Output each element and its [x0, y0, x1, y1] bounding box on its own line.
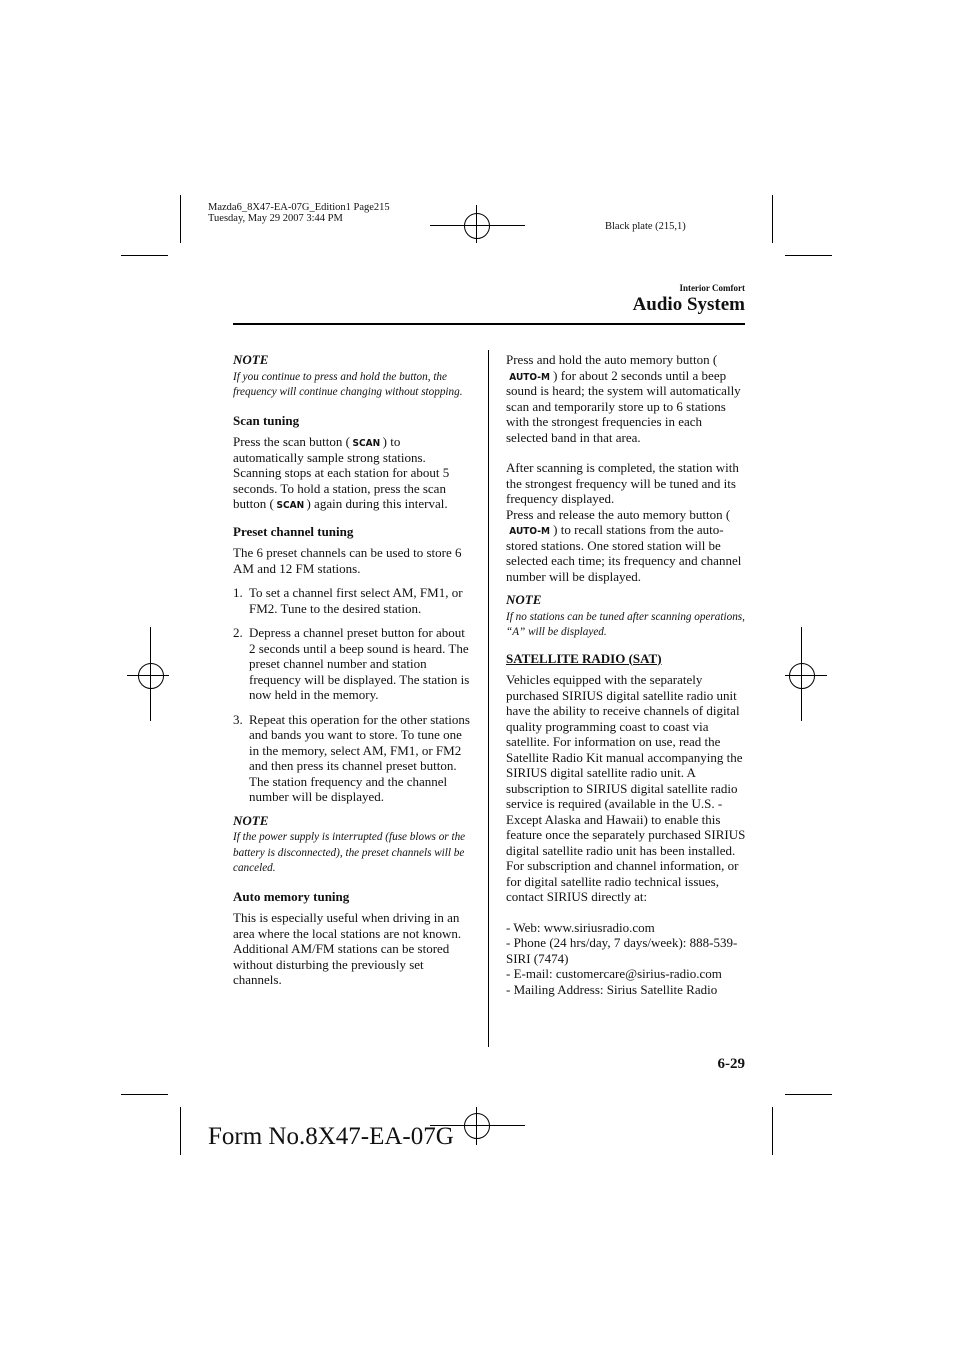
left-column	[233, 352, 471, 988]
print-meta-line1: Mazda6_8X47-EA-07G_Edition1 Page215	[208, 202, 390, 213]
contact-phone: - Phone (24 hrs/day, 7 days/week): 888-539-SIRI (7474)	[506, 935, 738, 966]
preset-steps-list	[233, 585, 471, 805]
scan-button-icon: SCAN	[276, 500, 304, 511]
satellite-radio-heading: SATELLITE RADIO (SAT)	[506, 650, 662, 666]
scan-button-icon: SCAN	[352, 438, 381, 449]
column-divider	[488, 350, 489, 1047]
sirius-contacts	[506, 920, 746, 998]
note-heading: NOTE	[506, 592, 542, 607]
note-text: If you continue to press and hold the button, the frequency will continue changing without stopping.	[233, 370, 463, 398]
auto-memory-paragraph: This is especially useful when driving in an area where the local stations are not known. Additional AM/FM stations can be stored without disturbing the previously set channels.	[233, 910, 462, 987]
print-meta	[208, 202, 390, 224]
satellite-radio-paragraph: Vehicles equipped with the separately purchased SIRIUS digital satellite radio unit have the ability to receive channels of digital quality programming coast to coast via satellite. For information on use, read the Satellite Radio Kit manual accompanying the SIRIUS digital satellite radio unit. A subscription to SIRIUS digital satellite radio service is required (available in the U.S. - Except Alaska and Hawaii) to enable this feature once the separately purchased SIRIUS digital satellite radio unit has been installed. For subscription and channel information, or for digital satellite radio technical issues, contact SIRIUS directly at:	[506, 672, 746, 904]
contact-web: - Web: www.siriusradio.com	[506, 919, 655, 935]
preset-tuning-heading: Preset channel tuning	[233, 523, 354, 539]
note-text: If no stations can be tuned after scanning operations, “A” will be displayed.	[506, 610, 745, 638]
auto-m-button-icon: AUTO-M	[509, 526, 550, 537]
scan-tuning-heading: Scan tuning	[233, 412, 300, 428]
contact-mailing-address: - Mailing Address: Sirius Satellite Radio	[506, 981, 718, 997]
form-number: Form No.8X47-EA-07G	[208, 1123, 454, 1150]
after-scan-paragraph: After scanning is completed, the station with the strongest frequency will be tuned and its frequency displayed.	[506, 460, 739, 506]
right-column	[506, 352, 746, 997]
page-number: 6-29	[717, 1056, 745, 1072]
preset-tuning-paragraph: The 6 preset channels can be used to store 6 AM and 12 FM stations.	[233, 545, 462, 576]
list-item: 1. To set a channel first select AM, FM1, or FM2. Tune to the desired station.	[233, 585, 463, 616]
list-item: 3. Repeat this operation for the other stations and bands you want to store. To tune one in the memory, select AM, FM1, or FM2 and then press its channel preset button. The station frequency and the channel number will be displayed.	[233, 711, 470, 804]
section-label: Interior Comfort	[679, 283, 745, 293]
note-heading: NOTE	[233, 352, 269, 367]
note-text: If the power supply is interrupted (fuse blows or the battery is disconnected), the preset channels will be canceled.	[233, 831, 466, 874]
header-rule	[233, 323, 745, 325]
page-title: Audio System	[632, 294, 745, 315]
contact-email: - E-mail: customercare@sirius-radio.com	[506, 966, 722, 981]
black-plate-label: Black plate (215,1)	[605, 221, 686, 232]
auto-memory-hold-paragraph: Press and hold the auto memory button (AUTO-M ) for about 2 seconds until a beep sound is heard; the system will automatically scan and temporarily store up to 6 stations with the strongest frequencies in each selected band in that area.	[506, 352, 741, 445]
list-item: 2. Depress a channel preset button for about 2 seconds until a beep sound is heard. The preset channel number and station frequency will be displayed. The station is now held in the memory.	[233, 625, 470, 702]
note-heading: NOTE	[233, 812, 269, 828]
scan-tuning-paragraph: Press the scan button ( SCAN ) to automatically sample strong stations. Scanning stops at each station for about 5 seconds. To hold a station, press the scan button ( SCAN ) again during this interval.	[233, 434, 450, 511]
auto-memory-heading: Auto memory tuning	[233, 888, 350, 904]
print-meta-line2: Tuesday, May 29 2007 3:44 PM	[208, 213, 343, 224]
auto-memory-recall-paragraph: Press and release the auto memory button (AUTO-M ) to recall stations from the auto-stored stations. One stored station will be selected each time; its frequency and channel number will be displayed.	[506, 506, 742, 584]
auto-m-button-icon: AUTO-M	[509, 371, 550, 383]
